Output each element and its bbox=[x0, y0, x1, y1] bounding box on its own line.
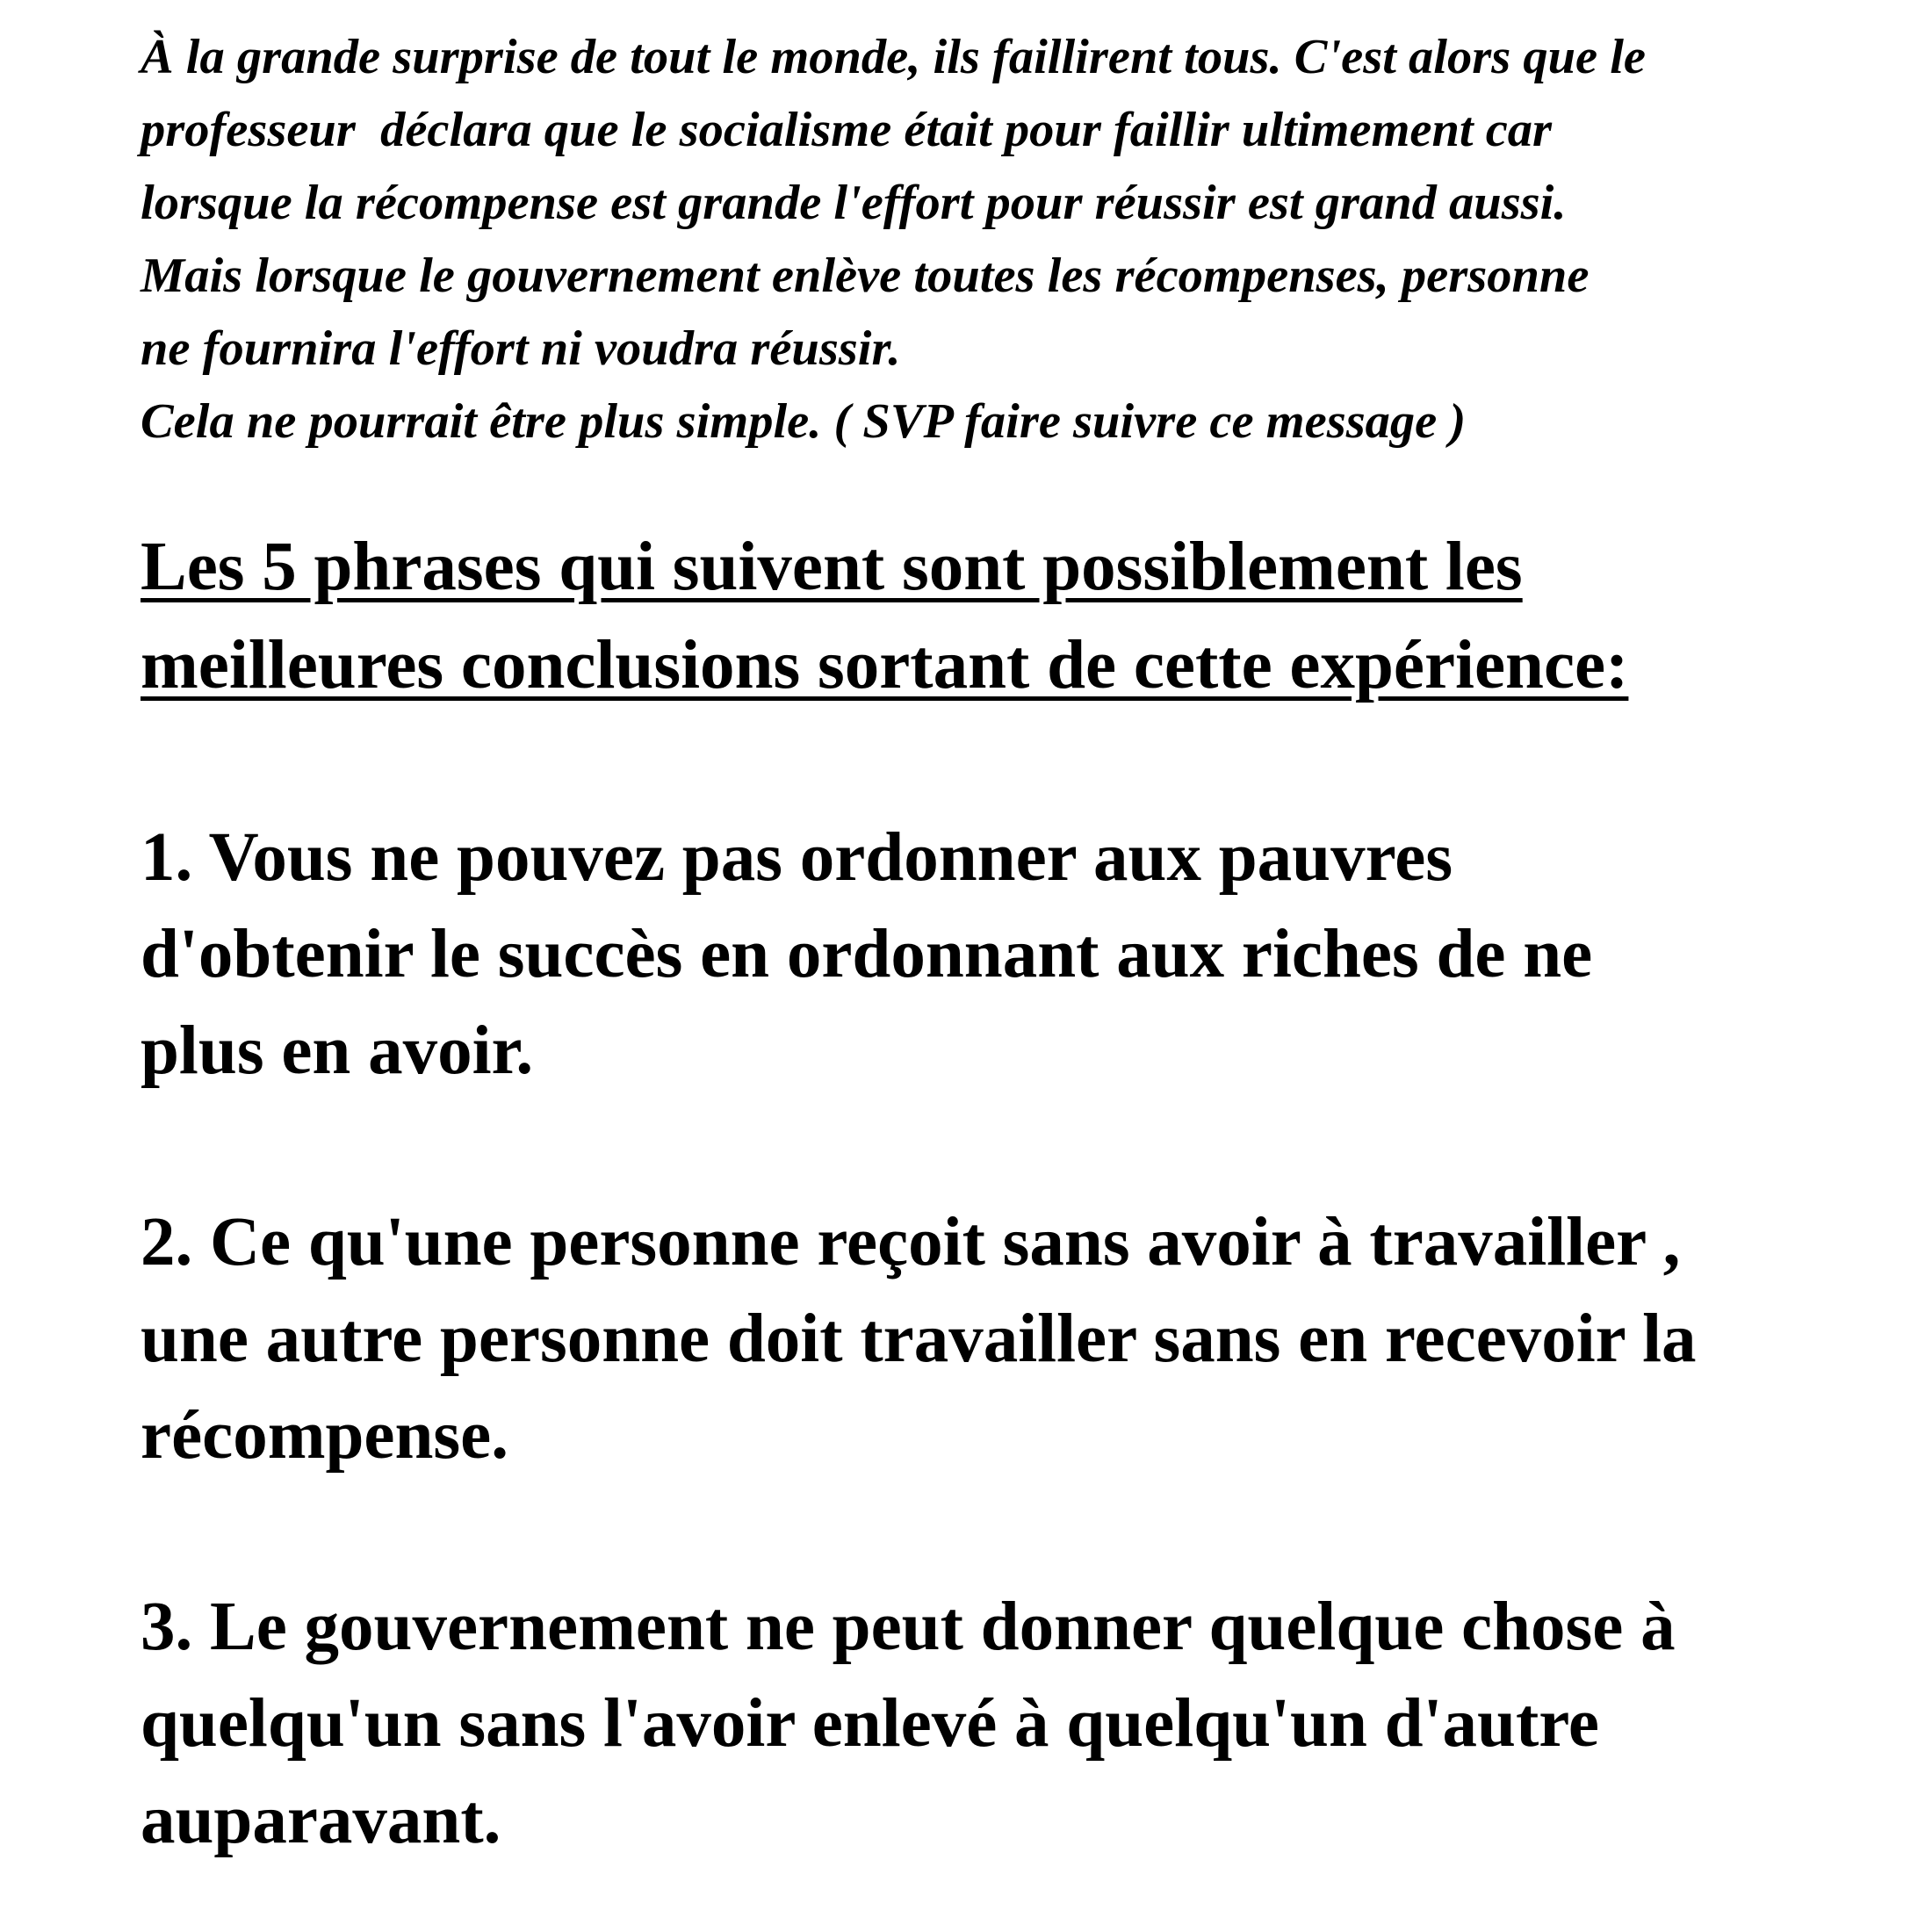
conclusion-line: récompense. bbox=[141, 1397, 508, 1474]
conclusion-line: quelqu'un sans l'avoir enlevé à quelqu'un d'autre bbox=[141, 1685, 1599, 1762]
heading-line: meilleures conclusions sortant de cette expérience: bbox=[141, 627, 1629, 703]
conclusion-item-3 bbox=[141, 1579, 1897, 1869]
conclusion-line: une autre personne doit travailler sans en recevoir la bbox=[141, 1301, 1697, 1377]
conclusion-line: d'obtenir le succès en ordonnant aux riches de ne bbox=[141, 916, 1593, 992]
conclusion-line: plus en avoir. bbox=[141, 1013, 534, 1089]
conclusions-heading bbox=[141, 518, 1897, 715]
document-page bbox=[141, 21, 1897, 1869]
intro-line: lorsque la récompense est grande l'effort pour réussir est grand aussi. bbox=[141, 176, 1567, 230]
intro-line: Cela ne pourrait être plus simple. ( SVP faire suivre ce message ) bbox=[141, 394, 1467, 449]
intro-line: professeur déclara que le socialisme était pour faillir ultimement car bbox=[141, 103, 1553, 157]
intro-line: Mais lorsque le gouvernement enlève toutes les récompenses, personne bbox=[141, 249, 1590, 303]
conclusions-list bbox=[141, 810, 1897, 1869]
conclusion-item-1 bbox=[141, 810, 1897, 1099]
conclusion-line: auparavant. bbox=[141, 1782, 501, 1858]
conclusion-line: 3. Le gouvernement ne peut donner quelque chose à bbox=[141, 1589, 1676, 1665]
heading-line: Les 5 phrases qui suivent sont possiblement les bbox=[141, 529, 1523, 605]
intro-paragraph bbox=[141, 21, 1897, 458]
conclusion-item-2 bbox=[141, 1194, 1897, 1484]
intro-line: À la grande surprise de tout le monde, ils faillirent tous. C'est alors que le bbox=[141, 30, 1647, 84]
intro-line: ne fournira l'effort ni voudra réussir. bbox=[141, 321, 901, 376]
conclusion-line: 2. Ce qu'une personne reçoit sans avoir à travailler , bbox=[141, 1204, 1681, 1280]
conclusion-line: 1. Vous ne pouvez pas ordonner aux pauvres bbox=[141, 819, 1453, 896]
